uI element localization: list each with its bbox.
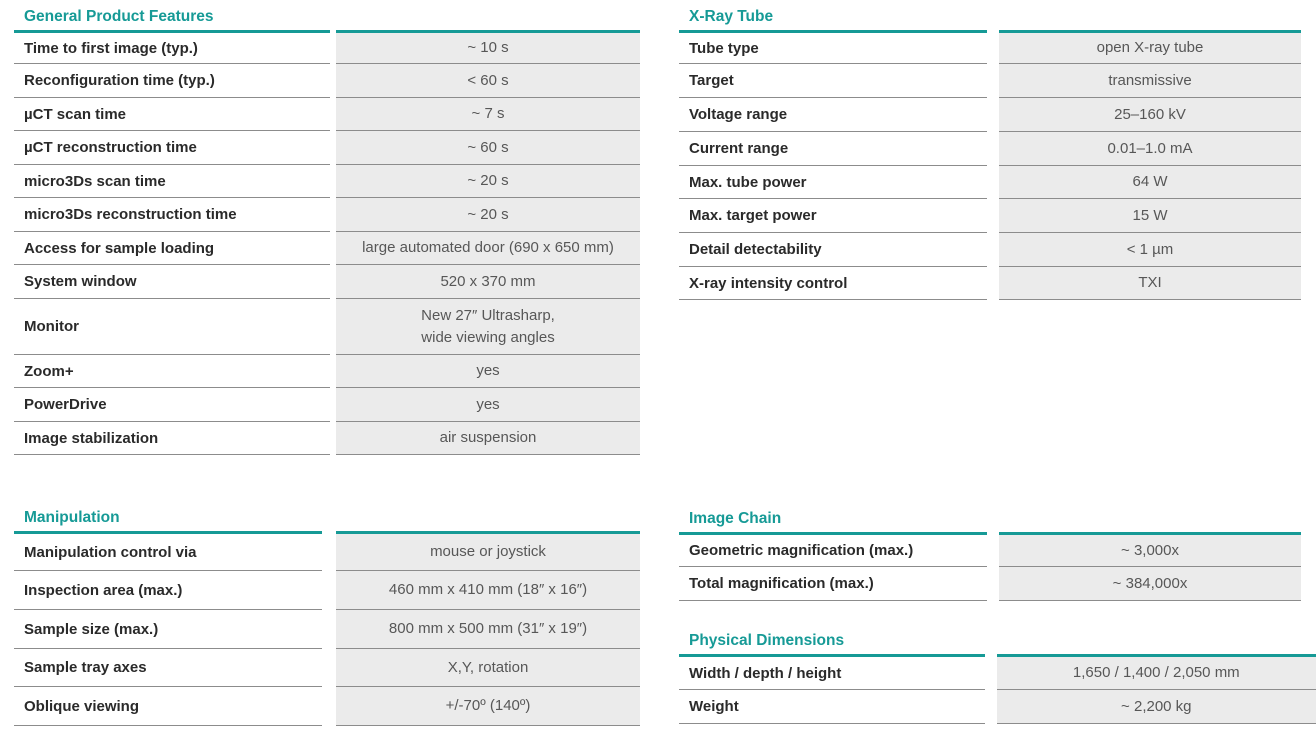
spec-value: air suspension	[336, 422, 640, 455]
spec-label: Inspection area (max.)	[14, 571, 322, 610]
table-row	[14, 299, 640, 355]
spec-value: 0.01–1.0 mA	[999, 132, 1301, 166]
manipulation-table	[14, 531, 640, 726]
spec-label: Manipulation control via	[14, 533, 322, 571]
spec-label: Sample tray axes	[14, 649, 322, 687]
table-row	[14, 649, 640, 687]
section-title: X-Ray Tube	[689, 8, 774, 25]
spec-value: ~ 20 s	[336, 198, 640, 232]
table-row	[14, 422, 640, 455]
table-row	[679, 98, 1301, 132]
spec-value: TXI	[999, 267, 1301, 300]
section-title: General Product Features	[24, 8, 214, 25]
spec-value: 25–160 kV	[999, 98, 1301, 132]
spec-value: yes	[336, 388, 640, 422]
spec-label: Current range	[679, 132, 987, 166]
spec-value: ~ 60 s	[336, 131, 640, 165]
spec-value: ~ 384,000x	[999, 567, 1301, 601]
spec-label: Detail detectability	[679, 233, 987, 267]
xray-tube-section	[679, 6, 1301, 300]
table-row	[14, 32, 640, 64]
table-row	[679, 690, 1316, 724]
spec-value: 460 mm x 410 mm (18″ x 16″)	[336, 571, 640, 610]
spec-value: yes	[336, 355, 640, 388]
spec-label: Width / depth / height	[679, 656, 985, 690]
spec-value: mouse or joystick	[336, 533, 640, 571]
spec-value: 64 W	[999, 166, 1301, 199]
spec-label: Geometric magnification (max.)	[679, 534, 987, 567]
spec-label: Max. tube power	[679, 166, 987, 199]
table-row	[14, 355, 640, 388]
table-row	[14, 265, 640, 299]
spec-value: ~ 20 s	[336, 165, 640, 198]
spec-label: Voltage range	[679, 98, 987, 132]
spec-value: < 1 µm	[999, 233, 1301, 267]
spec-label: Total magnification (max.)	[679, 567, 987, 601]
xray-tube-table	[679, 30, 1301, 300]
general-features-section	[14, 6, 640, 455]
spec-label: Weight	[679, 690, 985, 724]
table-row	[679, 199, 1301, 233]
table-row	[679, 656, 1316, 690]
general-features-table	[14, 30, 640, 455]
spec-value: ~ 10 s	[336, 32, 640, 64]
spec-label: Image stabilization	[14, 422, 330, 455]
table-row	[679, 132, 1301, 166]
table-row	[14, 232, 640, 265]
spec-label: Zoom+	[14, 355, 330, 388]
physical-dimensions-section	[679, 630, 1316, 724]
spec-value: < 60 s	[336, 64, 640, 98]
spec-label: µCT scan time	[14, 98, 330, 131]
table-row	[14, 687, 640, 726]
manipulation-section	[14, 507, 640, 726]
table-row	[14, 165, 640, 198]
table-row	[14, 388, 640, 422]
spec-value: +/-70º (140º)	[336, 687, 640, 726]
table-row	[679, 166, 1301, 199]
spec-label: Reconfiguration time (typ.)	[14, 64, 330, 98]
spec-label: Time to first image (typ.)	[14, 32, 330, 64]
table-row	[14, 533, 640, 571]
spec-label: System window	[14, 265, 330, 299]
table-row	[14, 571, 640, 610]
spec-label: X-ray intensity control	[679, 267, 987, 300]
image-chain-table	[679, 532, 1301, 601]
spec-value: 520 x 370 mm	[336, 265, 640, 299]
spec-label: Sample size (max.)	[14, 610, 322, 649]
section-title: Physical Dimensions	[689, 632, 845, 649]
spec-value: large automated door (690 x 650 mm)	[336, 232, 640, 265]
section-title: Image Chain	[689, 510, 782, 527]
image-chain-section	[679, 508, 1301, 601]
physical-dimensions-table	[679, 654, 1316, 724]
spec-value-line: New 27″ Ultrasharp,	[421, 306, 555, 324]
spec-value: 800 mm x 500 mm (31″ x 19″)	[336, 610, 640, 649]
spec-value: open X-ray tube	[999, 32, 1301, 64]
spec-value: 1,650 / 1,400 / 2,050 mm	[997, 656, 1316, 690]
spec-label: Tube type	[679, 32, 987, 64]
spec-value: ~ 3,000x	[999, 534, 1301, 567]
spec-value: X,Y, rotation	[336, 649, 640, 687]
spec-value: transmissive	[999, 64, 1301, 98]
spec-value: 15 W	[999, 199, 1301, 233]
table-row	[14, 610, 640, 649]
table-row	[14, 64, 640, 98]
section-title: Manipulation	[24, 509, 120, 526]
table-row	[679, 267, 1301, 300]
table-row	[14, 98, 640, 131]
table-row	[679, 32, 1301, 64]
spec-label: Access for sample loading	[14, 232, 330, 265]
spec-label: Target	[679, 64, 987, 98]
spec-value: ~ 2,200 kg	[997, 690, 1316, 724]
table-row	[14, 198, 640, 232]
spec-label: PowerDrive	[14, 388, 330, 422]
table-row	[14, 131, 640, 165]
table-row	[679, 64, 1301, 98]
spec-label: µCT reconstruction time	[14, 131, 330, 165]
table-row	[679, 233, 1301, 267]
spec-label: Oblique viewing	[14, 687, 322, 726]
spec-value: ~ 7 s	[336, 98, 640, 131]
table-row	[679, 534, 1301, 567]
spec-label: Monitor	[14, 299, 330, 355]
spec-value	[336, 299, 640, 355]
spec-label: Max. target power	[679, 199, 987, 233]
spec-value-line: wide viewing angles	[421, 328, 555, 346]
spec-label: micro3Ds scan time	[14, 165, 330, 198]
table-row	[679, 567, 1301, 601]
spec-label: micro3Ds reconstruction time	[14, 198, 330, 232]
